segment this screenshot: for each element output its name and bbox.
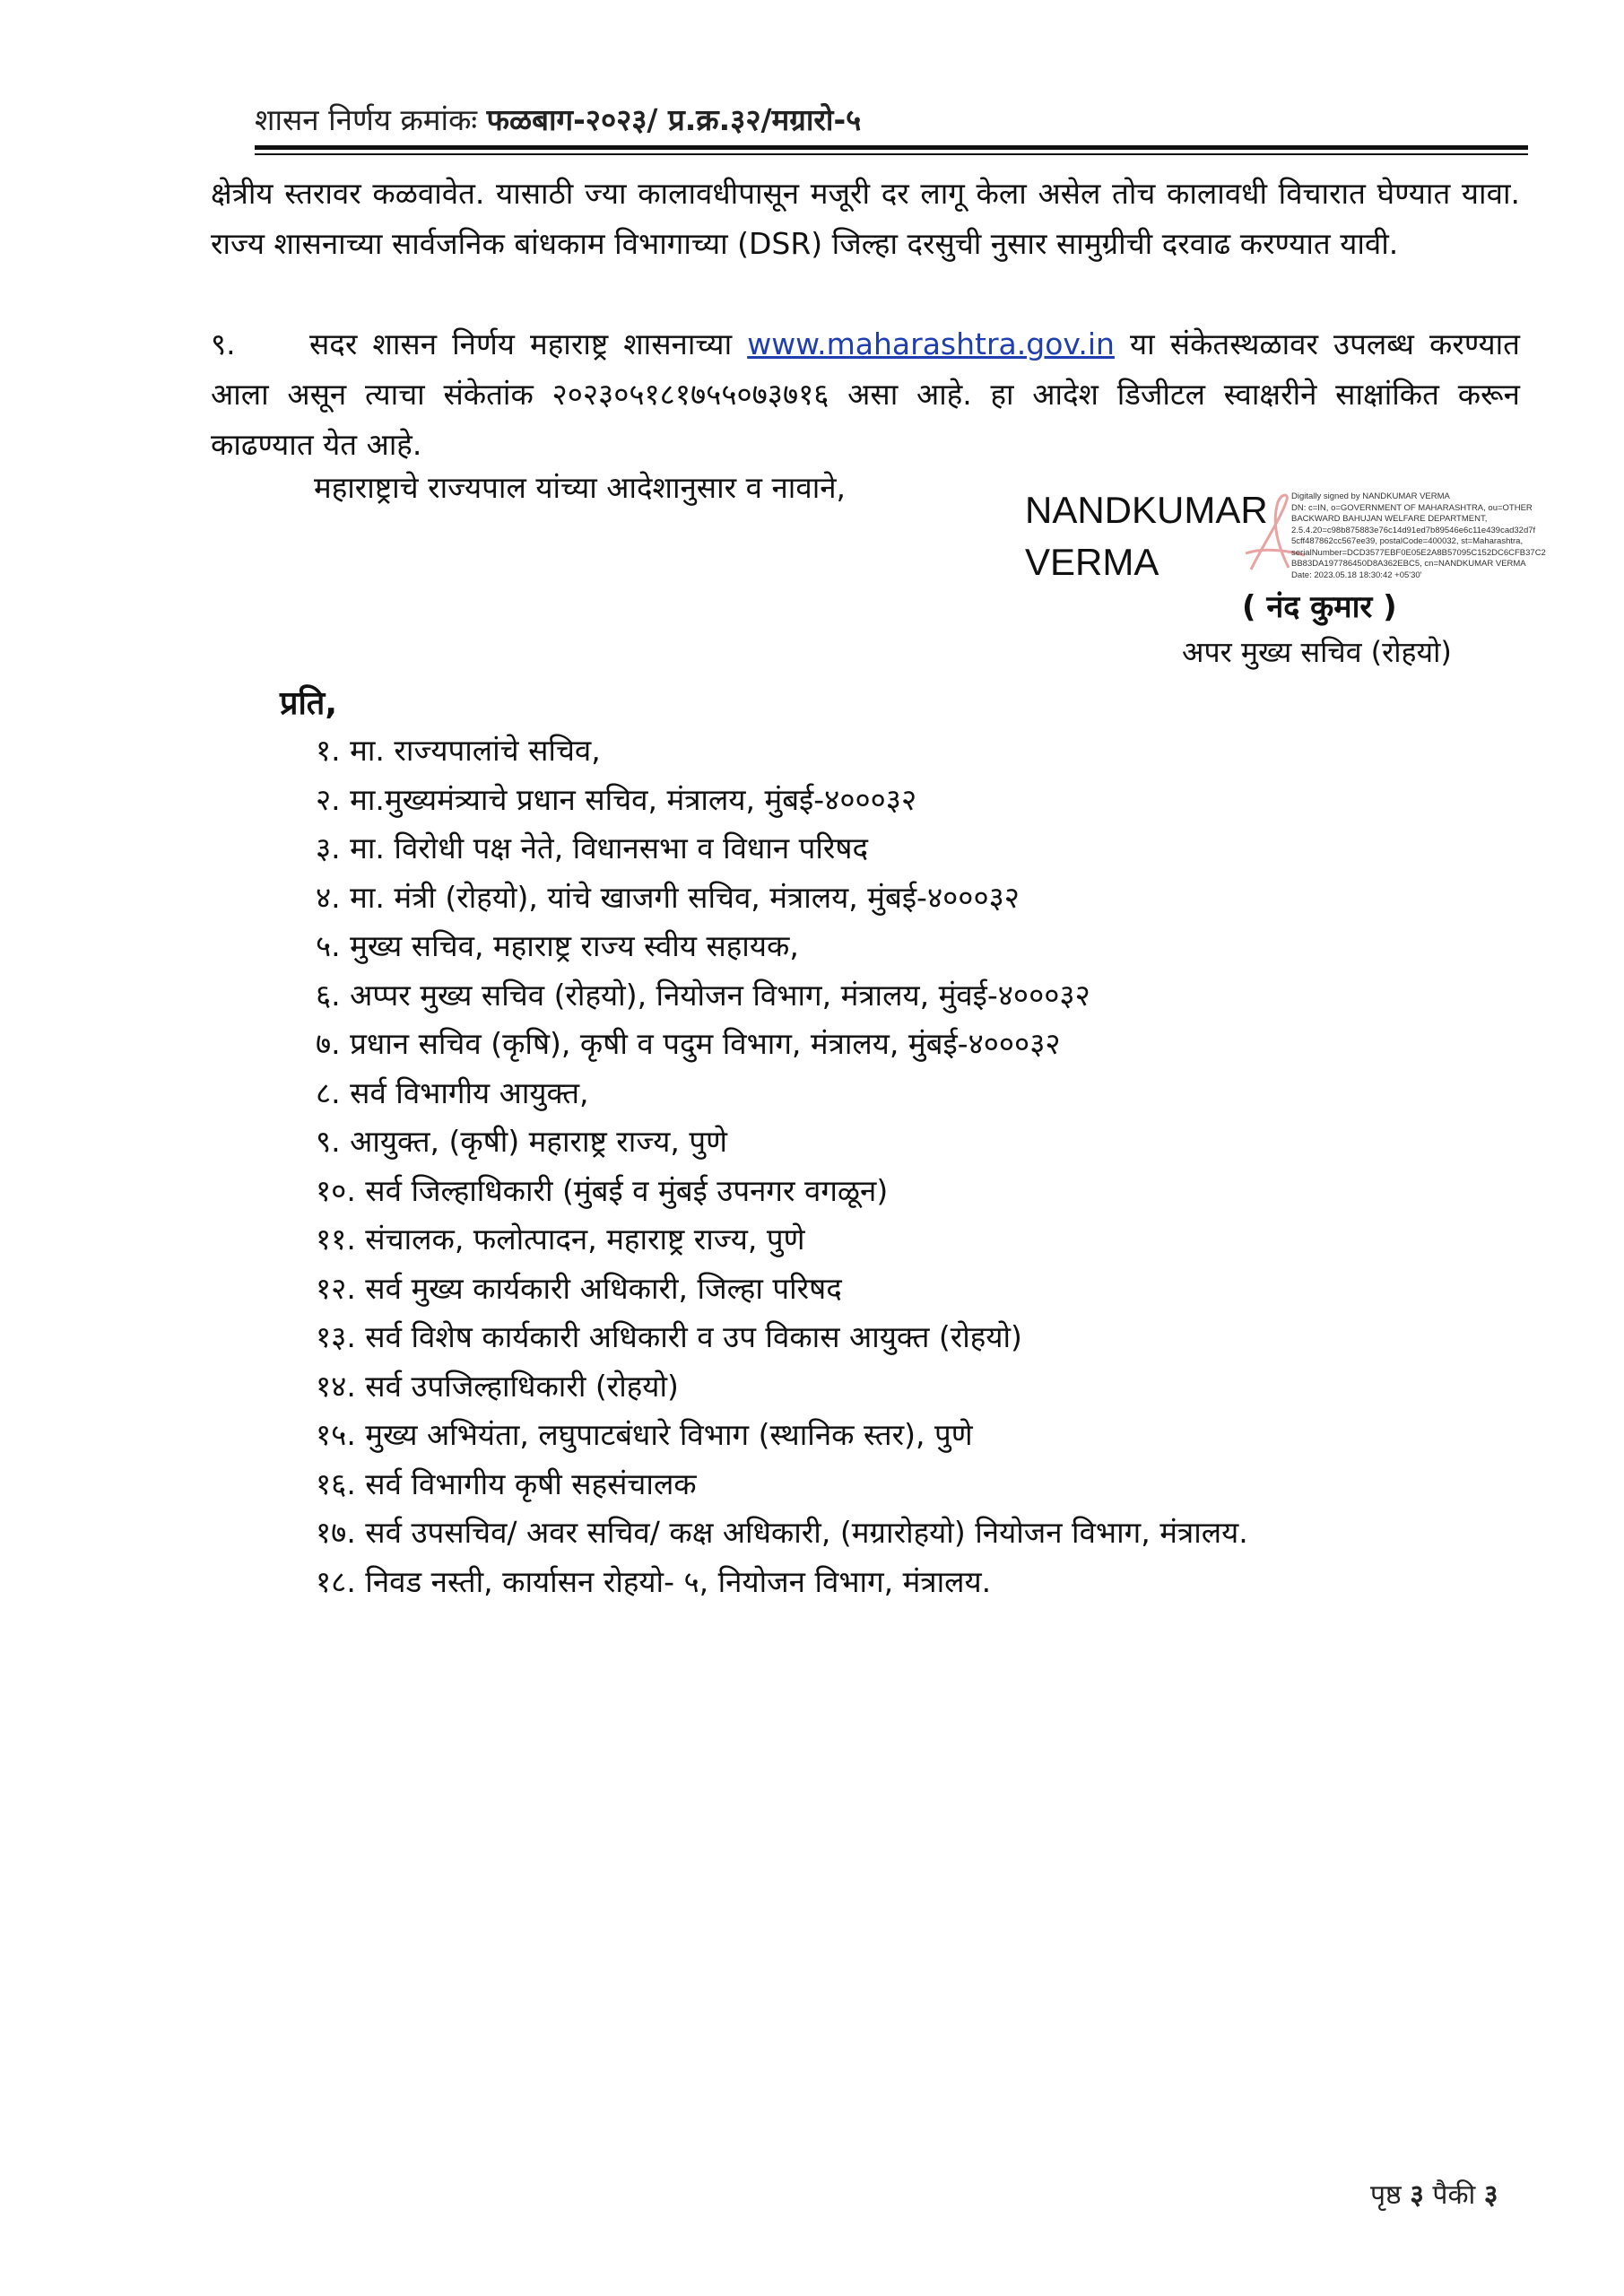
paragraph-number: ९. [211, 326, 236, 361]
page-header [255, 99, 1528, 139]
digital-signature-details [1291, 491, 1560, 581]
website-link[interactable]: www.maharashtra.gov.in [747, 326, 1115, 361]
sig-detail-line: serialNumber=DCD3577EBF0E05E2A8B57095C152DC6CFB37C2 [1291, 547, 1546, 558]
sig-detail-line: Date: 2023.05.18 18:30:42 +05'30' [1291, 570, 1422, 580]
footer-prefix: पृष्ठ [1370, 2179, 1402, 2211]
list-item: १२. सर्व मुख्य कार्यकारी अधिकारी, जिल्हा परिषद [316, 1270, 842, 1306]
list-item: १६. सर्व विभागीय कृषी सहसंचालक [316, 1465, 697, 1501]
paragraph-text-after: या संकेतस्थळावर उपलब्ध करण्यात आला असून त्याचा संकेतांक २०२३०५१८१७५५०७३७१६ असा आहे. हा आदेश डिजीटल स्वाक्षरीने साक्षांकित करून काढण्यात येत आहे. [211, 326, 1520, 462]
recipients-list [316, 726, 1248, 1606]
sig-detail-line: 2.5.4.20=c98b875883e76c14d91ed7b89546e6c11e439cad32d7f [1291, 525, 1536, 535]
list-item: ८. सर्व विभागीय आयुक्त, [316, 1074, 589, 1110]
signature-name-line2: VERMA [1025, 541, 1159, 583]
list-item: ९. आयुक्त, (कृषी) महाराष्ट्र राज्य, पुणे [316, 1124, 727, 1159]
list-item: ५. मुख्य सचिव, महाराष्ट्र राज्य स्वीय सहायक, [316, 928, 799, 963]
sig-detail-line: BACKWARD BAHUJAN WELFARE DEPARTMENT, [1291, 514, 1488, 524]
list-item: १८. निवड नस्ती, कार्यासन रोहयो- ५, नियोजन विभाग, मंत्रालय. [316, 1563, 992, 1599]
list-item: १५. मुख्य अभियंता, लघुपाटबंधारे विभाग (स्थानिक स्तर), पुणे [316, 1417, 973, 1452]
header-label: शासन निर्णय क्रमांकः [255, 102, 478, 137]
sig-detail-line: DN: c=IN, o=GOVERNMENT OF MAHARASHTRA, ou=OTHER [1291, 502, 1533, 513]
list-item: १४. सर्व उपजिल्हाधिकारी (रोहयो) [316, 1368, 679, 1404]
signatory-name: ( नंद कुमार ) [1242, 589, 1397, 625]
list-item: २. मा.मुख्यमंत्र्याचे प्रधान सचिव, मंत्रालय, मुंबई-४०००३२ [316, 781, 917, 817]
footer-of: पैकी [1432, 2179, 1476, 2211]
list-item: ६. अप्पर मुख्य सचिव (रोहयो), नियोजन विभाग, मंत्रालय, मुंवई-४०००३२ [316, 977, 1090, 1013]
paragraph-9 [211, 319, 1520, 470]
recipients-heading: प्रति, [280, 685, 338, 722]
footer-total-pages: ३ [1483, 2179, 1498, 2211]
list-item: ३. मा. विरोधी पक्ष नेते, विधानसभा व विधान परिषद [316, 831, 869, 865]
list-item: १३. सर्व विशेष कार्यकारी अधिकारी व उप विकास आयुक्त (रोहयो) [316, 1319, 1022, 1354]
signature-name-line1: NANDKUMAR [1025, 489, 1268, 531]
sig-detail-line: 5cff487862cc567ee39, postalCode=400032, st=Maharashtra, [1291, 536, 1524, 546]
page-footer [1370, 2175, 1498, 2212]
list-item: ७. प्रधान सचिव (कृषि), कृषी व पदुम विभाग, मंत्रालय, मुंबई-४०००३२ [316, 1026, 1061, 1061]
paragraph-text-before: सदर शासन निर्णय महाराष्ट्र शासनाच्या [309, 326, 733, 361]
header-reference: फळबाग-२०२३/ प्र.क्र.३२/मग्रारो-५ [486, 102, 862, 137]
list-item: १. मा. राज्यपालांचे सचिव, [316, 733, 601, 768]
closing-line: महाराष्ट्राचे राज्यपाल यांच्या आदेशानुसार व नावाने, [314, 470, 847, 505]
list-item: ४. मा. मंत्री (रोहयो), यांचे खाजगी सचिव, मंत्रालय, मुंबई-४०००३२ [316, 879, 1020, 915]
sig-detail-line: BB83DA197786450D8A362EBC5, cn=NANDKUMAR VERMA [1291, 559, 1526, 569]
paragraph-continued: क्षेत्रीय स्तरावर कळवावेत. यासाठी ज्या कालावधीपासून मजूरी दर लागू केला असेल तोच कालावधी विचारात घेण्यात यावा. राज्य शासनाच्या सार्वजनिक बांधकाम विभागाच्या (DSR) जिल्हा दरसुची नुसार सामुग्रीची दरवाढ करण्यात यावी. [211, 176, 1520, 261]
list-item: १०. सर्व जिल्हाधिकारी (मुंबई व मुंबई उपनगर वगळून) [316, 1172, 889, 1208]
signatory-designation: अपर मुख्य सचिव (रोहयो) [1182, 635, 1452, 669]
signature-name [1025, 484, 1268, 588]
sig-detail-line: Digitally signed by NANDKUMAR VERMA [1291, 491, 1450, 501]
header-rule-thick [255, 145, 1528, 150]
footer-page-number: ३ [1410, 2179, 1424, 2211]
list-item: १७. सर्व उपसचिव/ अवर सचिव/ कक्ष अधिकारी, (मग्रारोहयो) नियोजन विभाग, मंत्रालय. [316, 1515, 1248, 1550]
list-item: ११. संचालक, फलोत्पादन, महाराष्ट्र राज्य, पुणे [316, 1222, 805, 1257]
header-rule-thin [255, 153, 1528, 155]
